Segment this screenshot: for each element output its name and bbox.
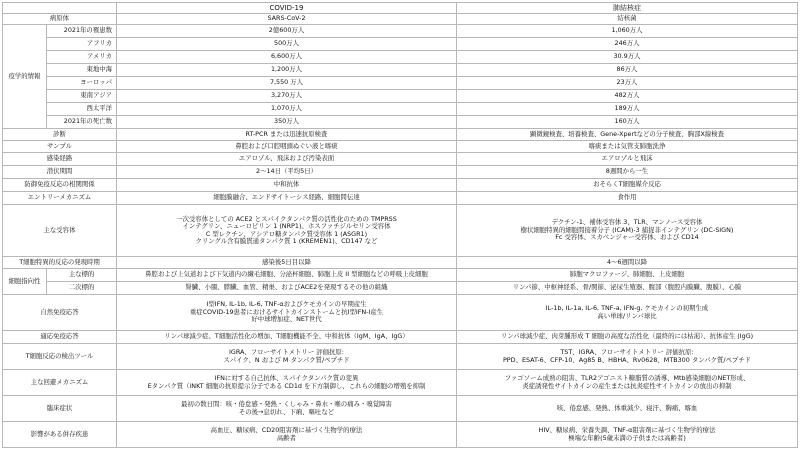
table-row-incubation	[2, 166, 798, 179]
covid-cell: 感染後5日目以降	[117, 257, 457, 269]
tb-cell: 30.9万人	[457, 51, 798, 64]
tb-cell: 喀痰または気管支肺胞洗浄	[457, 141, 798, 153]
table-row-epi	[2, 51, 798, 64]
covid-cell: RT-PCR または迅速抗原検査	[117, 129, 457, 141]
row-label: 主な回避メカニズム	[2, 370, 117, 396]
table-row-adaptive	[2, 331, 798, 344]
table-row-epi	[2, 38, 798, 51]
covid-cell: 2〜14日（平均5日）	[117, 166, 457, 179]
table-row-route	[2, 153, 798, 166]
sub-label: 2021年の死亡数	[47, 116, 117, 129]
sub-label: 東地中海	[47, 64, 117, 77]
row-label: 適応免疫応答	[2, 331, 117, 344]
sub-label: 主な標的	[47, 269, 117, 282]
tb-line: PPD、ESAT-6、CFP-10、Ag85 B、HBHA、Rv0628、MTB300 タンパク質/ペプチド	[502, 355, 752, 364]
tb-line: 樹状細胞特異的細胞間接着分子 (ICAM)-3 捕捉非インテグリン (DC-SIGN)	[520, 225, 734, 234]
covid-cell	[117, 205, 457, 257]
group-label: 細胞指向性	[2, 269, 47, 295]
group-label: 疫学的情報	[2, 25, 47, 129]
header-covid: COVID-19	[117, 2, 457, 14]
sub-label: 二次標的	[47, 282, 117, 295]
covid-cell	[117, 370, 457, 396]
tb-cell: 86万人	[457, 64, 798, 77]
tb-line: ファゴソーム成熟の阻害、TLR2アゴニスト糖脂質の誘導、Mtb感染細胞のNET形成、	[504, 374, 750, 383]
covid-line: 重症COVID-19患者におけるサイトカインストームと抗I型IFN-I産生	[189, 307, 384, 316]
row-label: T細胞特異的反応の発現時期	[2, 257, 117, 269]
tb-cell: 482万人	[457, 90, 798, 103]
table-row-comorbid	[2, 422, 798, 448]
tb-line: Fc 受容体、スカベンジャー受容体、および CD14	[555, 233, 699, 242]
tb-cell: 4〜6週間以降	[457, 257, 798, 269]
table-row-diagnosis	[2, 129, 798, 141]
covid-cell: 鼻腔および上気道および下気道内の繊毛細胞、分泌杯細胞、肺胞上皮 II 型細胞などの呼吸上皮細胞	[117, 269, 457, 282]
covid-line: スパイク、N および M タンパク質/ペプチド	[223, 355, 350, 364]
covid-line: クリングル含有膜貫通タンパク質 1 (KREMEN1)、CD147 など	[195, 236, 378, 245]
covid-line: Eタンパク質（iNKT 細胞の抗原提示分子である CD1d を下方制御し、これらの細胞の増殖を抑制	[147, 381, 426, 390]
table-header-row	[2, 2, 798, 14]
tb-cell	[457, 396, 798, 422]
header-blank-cell	[2, 2, 117, 14]
tb-cell: おそらくT細胞媒介反応	[457, 179, 798, 192]
covid-cell: SARS-CoV-2	[117, 14, 457, 25]
table-row-tcell-tools	[2, 344, 798, 370]
covid-cell	[117, 422, 457, 448]
covid-line: 最初の数日間：咳・倦怠感・発熱・くしゃみ・鼻水・喉の痛み・嗅覚障害	[181, 400, 392, 409]
sub-label: 2021年の罹患数	[47, 25, 117, 38]
tb-line: 咳、倦怠感、発熱、体重減少、寝汗、胸痛、喀血	[556, 403, 698, 412]
covid-cell: 7,550 万人	[117, 77, 457, 90]
tb-cell: 8週間から一生	[457, 166, 798, 179]
table-row-evasion	[2, 370, 798, 396]
table-row-innate	[2, 295, 798, 331]
covid-line: IGRA、フローサイトメトリー 評価抗原:	[229, 348, 344, 357]
table-row-entry	[2, 192, 798, 205]
covid-cell	[117, 295, 457, 331]
tb-cell: 結核菌	[457, 14, 798, 25]
covid-cell: 6,600万人	[117, 51, 457, 64]
sub-label: 東南アジア	[47, 90, 117, 103]
covid-cell: 350万人	[117, 116, 457, 129]
covid-cell: 細胞膜融合、エンドサイトーシス経路、細胞間伝達	[117, 192, 457, 205]
tb-cell: リンパ球減少症、肉芽腫形成 T 細胞の高度な活性化（最終的には枯渇）、抗体産生 (IgG)	[457, 331, 798, 344]
covid-cell: リンパ球減少症、T細胞活性化の増加、T細胞機能不全、中和抗体（IgM、IgA、IgG）	[117, 331, 457, 344]
tb-cell: 246万人	[457, 38, 798, 51]
tb-line: 極端な年齢(5歳未満の子供または高齢者)	[568, 433, 686, 442]
covid-line: インテグリン、ニューロピリン 1 (NRP1)、ホスファチジルセリン受容体	[182, 222, 391, 231]
tb-cell	[457, 344, 798, 370]
tb-line: HIV、糖尿病、栄養失調、TNF-α阻害剤に基づく生物学的療法	[538, 426, 716, 435]
covid-cell: 3,270万人	[117, 90, 457, 103]
row-label: 臨床症状	[2, 396, 117, 422]
tb-cell: 160万人	[457, 116, 798, 129]
covid-line: 高齢者	[276, 433, 297, 442]
covid-cell: 鼻腔および口腔咽頭ぬぐい液と喀痰	[117, 141, 457, 153]
tb-cell: リンパ節、中枢神経系、骨/関節、泌尿生殖器、腹部（腹腔内膜臓、腹膜）、心膜	[457, 282, 798, 295]
covid-line: 好中球増加症、NET世代	[251, 315, 322, 324]
covid-line: 高血圧、糖尿病、CD20阻害剤に基づく生物学的療法	[210, 426, 363, 435]
row-label: 影響がある併存疾患	[2, 422, 117, 448]
table-row-epi	[2, 64, 798, 77]
table-row-correlate	[2, 179, 798, 192]
covid-line: 一次受容体としての ACE2 とスパイクタンパク質の活性化のための TMPRSS	[176, 214, 397, 223]
sub-label: アメリカ	[47, 51, 117, 64]
tb-line: 炎症誘発性サイトカインの産生または抗炎症性サイトカインの放出の抑制	[522, 381, 732, 390]
covid-cell: エアロゾル、飛沫および汚染表面	[117, 153, 457, 166]
row-label: サンプル	[2, 141, 117, 153]
covid-cell: 1,200万人	[117, 64, 457, 77]
covid-cell: 2億600万人	[117, 25, 457, 38]
covid-cell: 中和抗体	[117, 179, 457, 192]
table-row-tcell-onset	[2, 257, 798, 269]
covid-line: I型IFN, IL-1b, IL-6, TNF-αおよびケモカインの早期産生	[206, 300, 367, 309]
covid-line: その後→息切れ、下痢、嘔吐など	[238, 407, 335, 416]
table-row-epi	[2, 77, 798, 90]
table-row-pathogen	[2, 14, 798, 25]
table-row-receptor	[2, 205, 798, 257]
tb-cell: 1,060万人	[457, 25, 798, 38]
sub-label: アフリカ	[47, 38, 117, 51]
tb-cell: 顕微鏡検査、培養検査、Gene-Xpertなどの分子検査、胸部X線検査	[457, 129, 798, 141]
tb-cell: 肺胞マクロファージ、肺細胞、上皮細胞	[457, 269, 798, 282]
table-row-epi	[2, 116, 798, 129]
covid-cell: 1,070万人	[117, 103, 457, 116]
tb-line: IL-1b, IL-1a, IL-6, TNF-a, IFN-g, ケモカインの初期生成	[545, 304, 709, 313]
tb-cell	[457, 370, 798, 396]
row-label: 自然免疫応答	[2, 295, 117, 331]
row-label: T細胞反応の検出ツール	[2, 344, 117, 370]
covid-line: IFNに対する自己抗体、スパイクタンパク質の変異	[214, 374, 359, 383]
table-row-epi	[2, 90, 798, 103]
tb-cell	[457, 205, 798, 257]
table-row-sample	[2, 141, 798, 153]
tb-cell	[457, 422, 798, 448]
row-label: 防御免疫反応の相関関係	[2, 179, 117, 192]
table-row-tropism	[2, 282, 798, 295]
row-label: エントリーメカニズム	[2, 192, 117, 205]
tb-cell	[457, 295, 798, 331]
row-label: 主な受容体	[2, 205, 117, 257]
tb-cell: 食作用	[457, 192, 798, 205]
tb-line: TST、IGRA、フローサイトメトリー 評価抗原:	[560, 348, 694, 357]
tb-line: 高い単球/リンパ球比	[597, 311, 657, 320]
sub-label: 西太平洋	[47, 103, 117, 116]
covid-cell: 500万人	[117, 38, 457, 51]
header-tb: 肺結核症	[457, 2, 798, 14]
tb-cell: 189万人	[457, 103, 798, 116]
row-label: 潜伏期間	[2, 166, 117, 179]
table-row-epi	[2, 25, 798, 38]
covid-line: C 型レクチン、アシアロ糖タンパク質受容体 1 (ASGR1)	[205, 229, 368, 238]
table-row-symptoms	[2, 396, 798, 422]
row-label: 診断	[2, 129, 117, 141]
tb-line: デクチン-1、補体受容体 3、TLR、マンノース受容体	[551, 218, 703, 227]
table-row-epi	[2, 103, 798, 116]
row-label: 感染経路	[2, 153, 117, 166]
covid-cell	[117, 396, 457, 422]
row-label: 病原体	[2, 14, 117, 25]
tb-cell: エアロゾルと飛沫	[457, 153, 798, 166]
tb-cell: 23万人	[457, 77, 798, 90]
covid-cell	[117, 344, 457, 370]
sub-label: ヨーロッパ	[47, 77, 117, 90]
table-row-tropism	[2, 269, 798, 282]
covid-cell: 腎臓、小腸、膵臓、血管、精巣、およびACE2を発現するその他の組織	[117, 282, 457, 295]
